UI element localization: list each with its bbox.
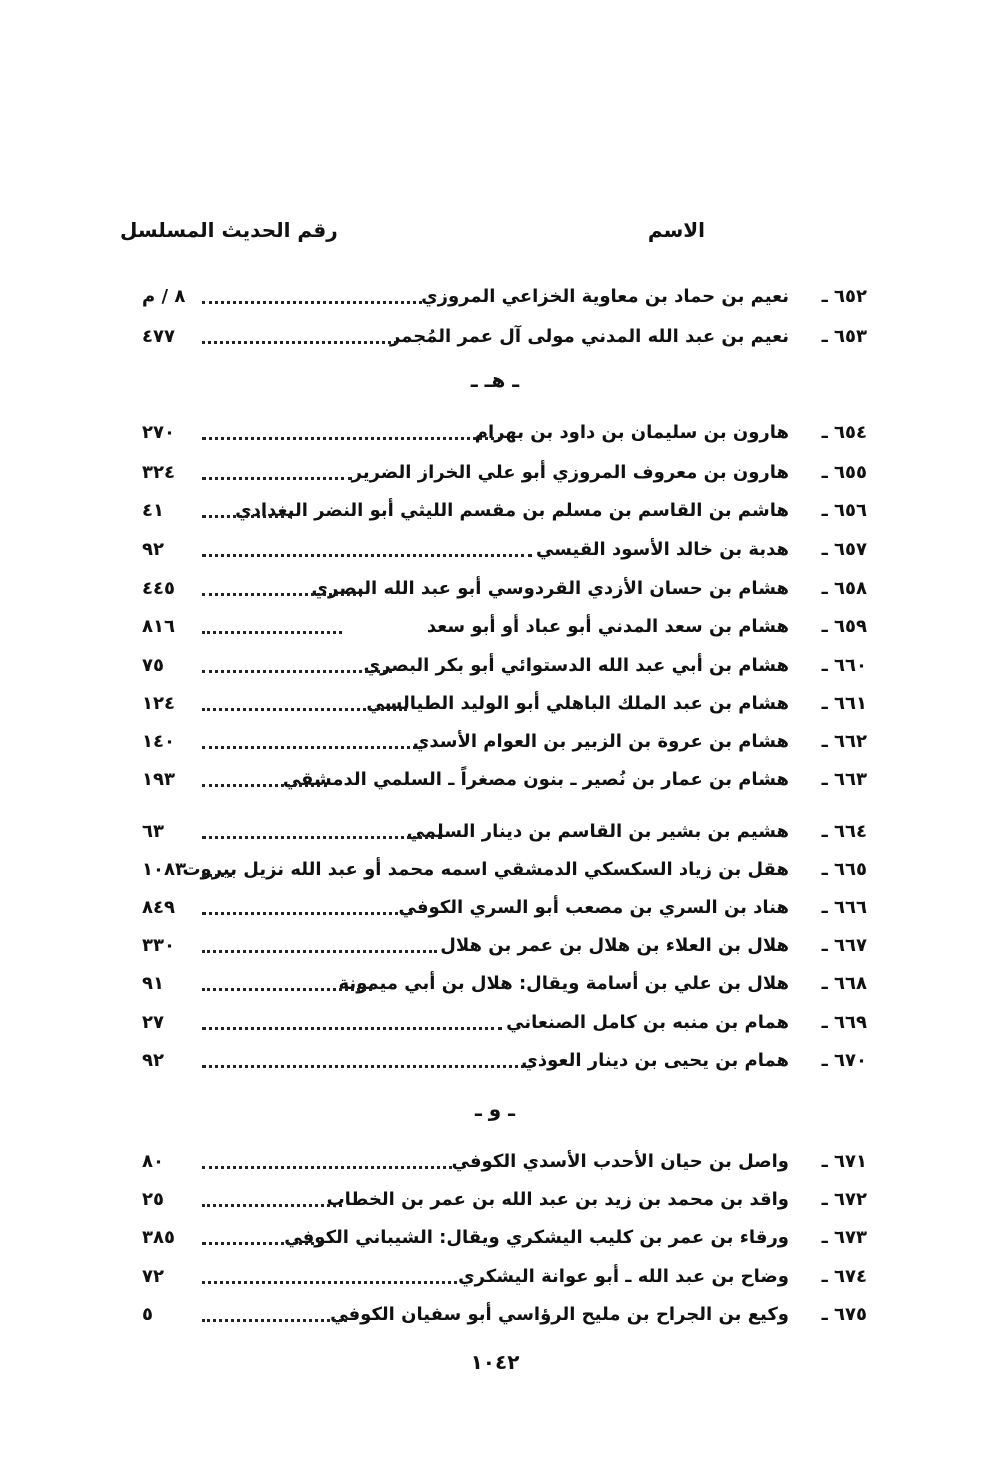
leader-dots (202, 950, 437, 953)
leader-dots (202, 670, 392, 673)
entry-number: ٦٦٢ ـ (821, 731, 867, 752)
hadith-number: ٧٥ (142, 655, 164, 676)
entry-number: ٦٦٨ ـ (821, 973, 867, 994)
index-entry (142, 1262, 867, 1292)
entry-number: ٦٦١ ـ (821, 693, 867, 714)
entry-number: ٦٥٧ ـ (821, 539, 867, 560)
entry-number: ٦٥٤ ـ (821, 422, 867, 443)
index-entry (142, 574, 867, 604)
hadith-number: ١٩٣ (142, 769, 175, 790)
narrator-name: وكيع بن الجراح بن مليح الرؤاسي أبو سفيان الكوفي (330, 1304, 789, 1325)
column-header (120, 218, 705, 258)
narrator-name: هاشم بن القاسم بن مسلم بن مقسم الليثي أبو النضر البغدادي (235, 500, 789, 521)
leader-dots (202, 912, 412, 915)
index-entry (142, 322, 867, 352)
hadith-number: ٢٧٠ (142, 422, 175, 443)
entry-number: ٦٧٣ ـ (821, 1227, 867, 1248)
narrator-name: واقد بن محمد بن زيد بن عبد الله بن عمر بن الخطاب (326, 1189, 789, 1210)
hadith-number: ٢٥ (142, 1189, 164, 1210)
entry-number: ٦٥٦ ـ (821, 500, 867, 521)
narrator-name: نعيم بن حماد بن معاوية الخزاعي المروزي (421, 286, 789, 307)
narrator-name: هشيم بن بشير بن القاسم بن دينار السلمي (406, 821, 789, 842)
narrator-name: وضاح بن عبد الله ـ أبو عوانة اليشكري (458, 1266, 789, 1287)
index-entry (142, 1008, 867, 1038)
index-entry (142, 1223, 867, 1253)
index-entry (142, 1300, 867, 1330)
entry-number: ٦٦٦ ـ (821, 897, 867, 918)
entry-number: ٦٥٥ ـ (821, 462, 867, 483)
leader-dots (202, 874, 232, 877)
entry-number: ٦٥٣ ـ (821, 326, 867, 347)
narrator-name: هشام بن حسان الأزدي القردوسي أبو عبد الله البصري (311, 578, 789, 599)
leader-dots (202, 437, 502, 440)
entry-number: ٦٦٧ ـ (821, 935, 867, 956)
index-entry (142, 458, 867, 488)
hadith-number: ٨ / م (142, 286, 186, 307)
hadith-number: ٤٤٥ (142, 578, 175, 599)
entry-number: ٦٥٢ ـ (821, 286, 867, 307)
hadith-number: ٧٢ (142, 1266, 164, 1287)
leader-dots (202, 301, 422, 304)
leader-dots (202, 593, 362, 596)
index-entry (142, 969, 867, 999)
narrator-name: همام بن يحيى بن دينار العوذي (521, 1050, 789, 1071)
narrator-name: هشام بن عمار بن نُصير ـ بنون مصغراً ـ السلمي الدمشقي (282, 769, 789, 790)
page-number: ١٠٤٢ (470, 1350, 520, 1374)
narrator-name: هارون بن سليمان بن داود بن بهرام (474, 422, 789, 443)
hadith-number: ٣٣٠ (142, 935, 175, 956)
section-letter: ـ هـ ـ (470, 368, 520, 392)
hadith-number: ٥ (142, 1304, 153, 1325)
narrator-name: هقل بن زياد السكسكي الدمشقي اسمه محمد أو عبد الله نزيل بيروت (182, 859, 789, 880)
hadith-number: ٤١ (142, 500, 164, 521)
leader-dots (202, 1242, 322, 1245)
hadith-number: ١٤٠ (142, 731, 175, 752)
entry-number: ٦٦٤ ـ (821, 821, 867, 842)
entry-number: ٦٥٨ ـ (821, 578, 867, 599)
entry-number: ٦٥٩ ـ (821, 616, 867, 637)
hadith-number: ١٠٨٣ (142, 859, 186, 880)
leader-dots (202, 1065, 532, 1068)
index-entry (142, 1046, 867, 1076)
entry-number: ٦٧٥ ـ (821, 1304, 867, 1325)
narrator-name: هناد بن السري بن مصعب أبو السري الكوفي (398, 897, 789, 918)
hadith-number: ٣٢٤ (142, 462, 175, 483)
narrator-name: نعيم بن عبد الله المدني مولى آل عمر المُجمر (389, 326, 789, 347)
entry-number: ٦٦٠ ـ (821, 655, 867, 676)
hadith-number: ٨٠ (142, 1151, 164, 1172)
leader-dots (202, 341, 397, 344)
index-entry (142, 418, 867, 448)
index-entry (142, 651, 867, 681)
leader-dots (202, 1319, 347, 1322)
index-entry (142, 765, 867, 795)
hadith-number: ٩٢ (142, 539, 164, 560)
narrator-name: هشام بن عبد الملك الباهلي أبو الوليد الطيالسي (366, 693, 789, 714)
hadith-number: ٩١ (142, 973, 164, 994)
narrator-name: ورقاء بن عمر بن كليب اليشكري ويقال: الشيباني الكوفي (284, 1227, 789, 1248)
narrator-name: هشام بن أبي عبد الله الدستوائي أبو بكر البصري (363, 655, 789, 676)
index-entry (142, 689, 867, 719)
narrator-name: هارون بن معروف المروزي أبو علي الخراز الضرير (351, 462, 789, 483)
hadith-number: ٦٣ (142, 821, 164, 842)
leader-dots (202, 1166, 452, 1169)
hadith-number: ٢٧ (142, 1012, 164, 1033)
leader-dots (202, 631, 342, 634)
entry-number: ٦٧٢ ـ (821, 1189, 867, 1210)
entry-number: ٦٦٩ ـ (821, 1012, 867, 1033)
hadith-number: ٨٤٩ (142, 897, 175, 918)
narrator-name: هدبة بن خالد الأسود القيسي (535, 539, 789, 560)
index-entry (142, 282, 867, 312)
leader-dots (202, 477, 352, 480)
narrator-name: هلال بن العلاء بن هلال بن عمر بن هلال (440, 935, 789, 956)
leader-dots (202, 1281, 457, 1284)
leader-dots (202, 515, 292, 518)
narrator-name: هلال بن علي بن أسامة ويقال: هلال بن أبي ميمونة (338, 973, 789, 994)
index-entry (142, 612, 867, 642)
narrator-name: هشام بن عروة بن الزبير بن العوام الأسدي (412, 731, 789, 752)
name-column-label: الاسم (647, 218, 705, 242)
hadith-number: ٨١٦ (142, 616, 175, 637)
leader-dots (202, 1027, 502, 1030)
leader-dots (202, 1204, 342, 1207)
index-entry (142, 496, 867, 526)
leader-dots (202, 708, 407, 711)
index-entry (142, 535, 867, 565)
entry-number: ٦٧٤ ـ (821, 1266, 867, 1287)
narrator-name: واصل بن حيان الأحدب الأسدي الكوفي (451, 1151, 789, 1172)
leader-dots (202, 746, 422, 749)
index-entry (142, 893, 867, 923)
index-entry (142, 1147, 867, 1177)
section-letter: ـ و ـ (474, 1097, 516, 1121)
hadith-number: ٤٧٧ (142, 326, 175, 347)
entry-number: ٦٧١ ـ (821, 1151, 867, 1172)
index-entry (142, 855, 867, 885)
entry-number: ٦٦٣ ـ (821, 769, 867, 790)
hadith-number: ١٢٤ (142, 693, 175, 714)
hadith-number: ٣٨٥ (142, 1227, 175, 1248)
narrator-name: همام بن منبه بن كامل الصنعاني (506, 1012, 789, 1033)
leader-dots (202, 554, 532, 557)
leader-dots (202, 836, 442, 839)
index-entry (142, 817, 867, 847)
entry-number: ٦٧٠ ـ (821, 1050, 867, 1071)
leader-dots (202, 988, 372, 991)
leader-dots (202, 784, 327, 787)
index-entry (142, 1185, 867, 1215)
index-entry (142, 931, 867, 961)
narrator-name: هشام بن سعد المدني أبو عباد أو أبو سعد (426, 616, 789, 637)
index-entry (142, 727, 867, 757)
number-column-label: رقم الحديث المسلسل (120, 218, 338, 242)
entry-number: ٦٦٥ ـ (821, 859, 867, 880)
hadith-number: ٩٢ (142, 1050, 164, 1071)
